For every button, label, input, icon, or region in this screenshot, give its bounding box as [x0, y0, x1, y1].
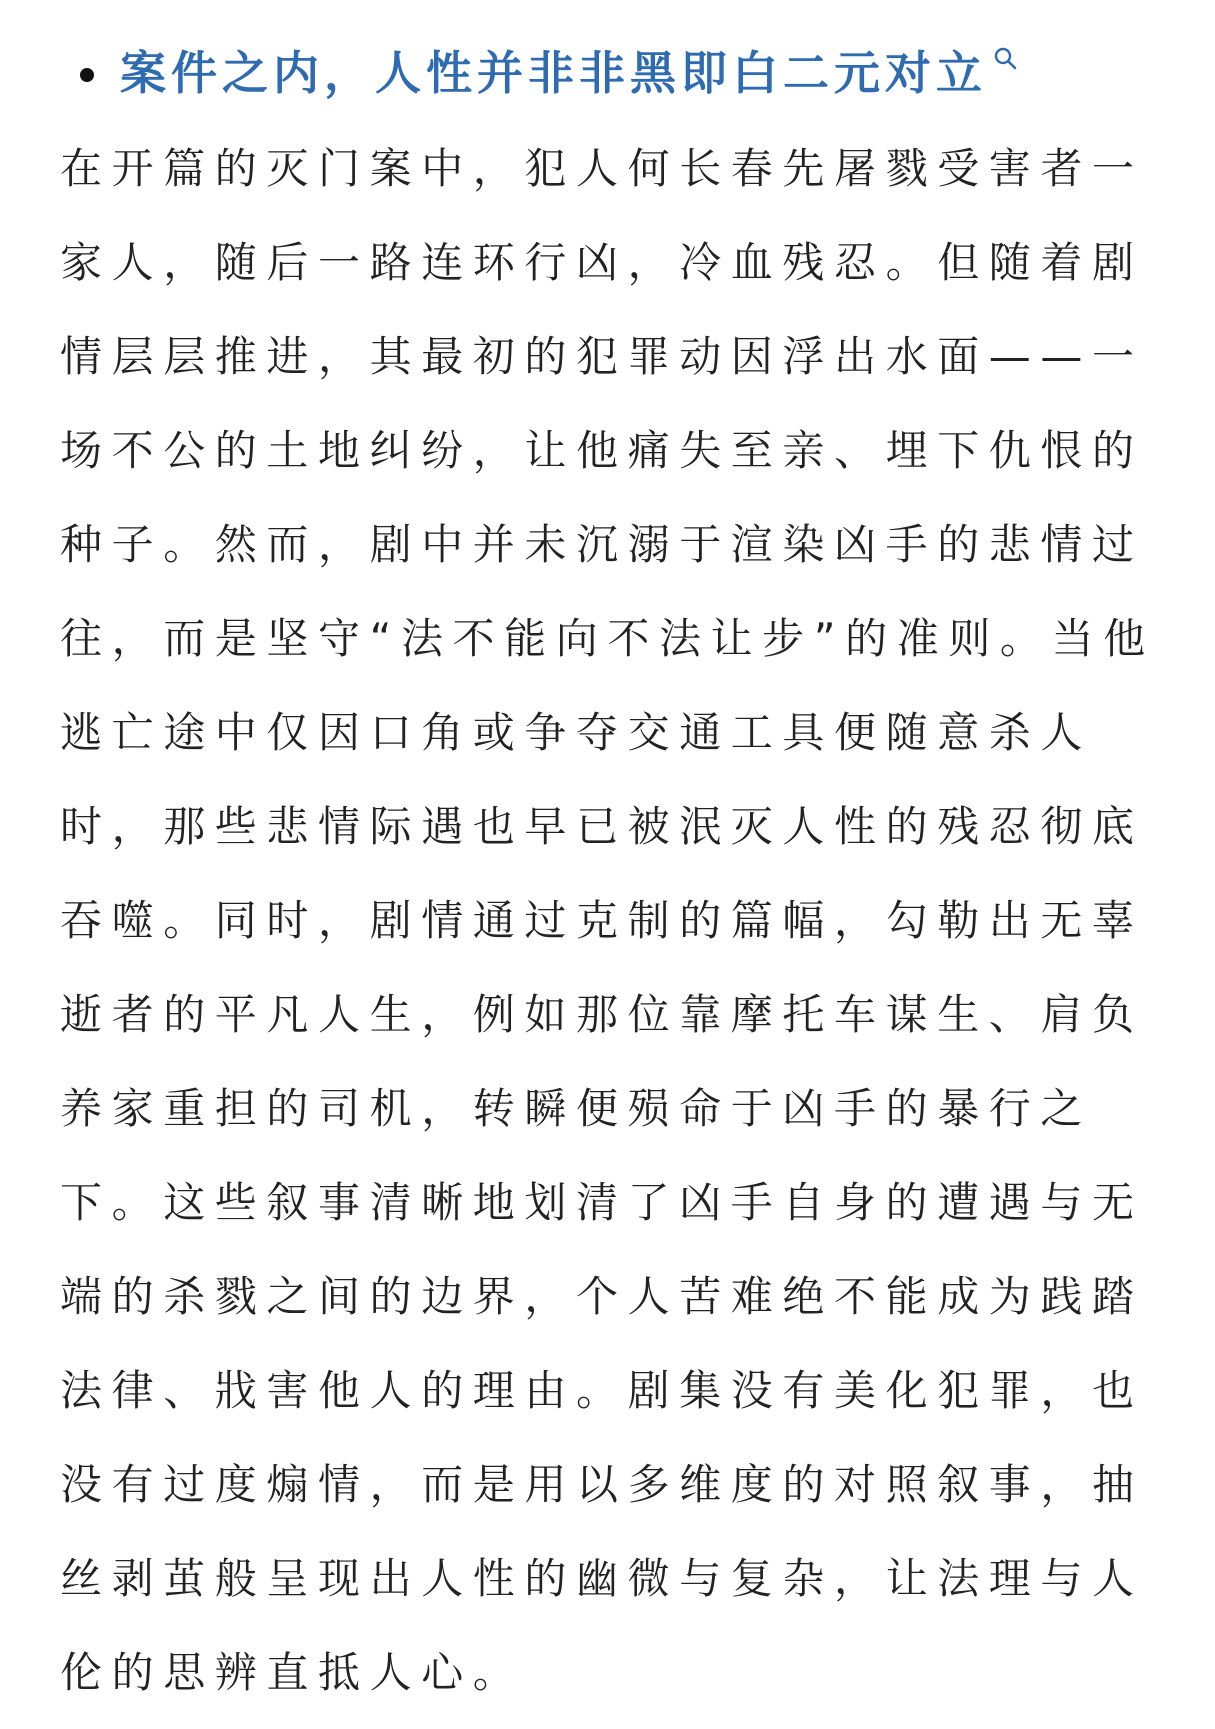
paragraph-line: 下。这些叙事清晰地划清了凶手自身的遭遇与无 [60, 1178, 1144, 1227]
paragraph-line: 时，那些悲情际遇也早已被泯灭人性的残忍彻底 [60, 802, 1144, 851]
paragraph-line: 情层层推进，其最初的犯罪动因浮出水面——一 [60, 332, 1144, 381]
paragraph-line: 逝者的平凡人生，例如那位靠摩托车谋生、肩负 [60, 990, 1144, 1039]
paragraph-line: 种子。然而，剧中并未沉溺于渲染凶手的悲情过 [60, 520, 1144, 569]
section-heading [80, 38, 1019, 108]
heading-text: 案件之内，人性并非非黑即白二元对立 [120, 46, 987, 100]
search-icon[interactable] [993, 46, 1019, 72]
paragraph-line: 逃亡途中仅因口角或争夺交通工具便随意杀人 [60, 708, 1093, 757]
paragraph-line: 丝剥茧般呈现出人性的幽微与复杂，让法理与人 [60, 1554, 1144, 1603]
paragraph-line: 家人，随后一路连环行凶，冷血残忍。但随着剧 [60, 238, 1144, 287]
paragraph-line: 养家重担的司机，转瞬便殒命于凶手的暴行之 [60, 1084, 1093, 1133]
paragraph-line: 往，而是坚守“法不能向不法让步”的准则。当他 [60, 614, 1155, 663]
paragraph-line: 在开篇的灭门案中，犯人何长春先屠戮受害者一 [60, 144, 1144, 193]
paragraph-line: 没有过度煽情，而是用以多维度的对照叙事，抽 [60, 1460, 1144, 1509]
paragraph-line: 端的杀戮之间的边界，个人苦难绝不能成为践踏 [60, 1272, 1144, 1321]
bullet-icon [80, 68, 94, 82]
article-paragraph [60, 122, 1160, 1720]
paragraph-line: 吞噬。同时，剧情通过克制的篇幅，勾勒出无辜 [60, 896, 1144, 945]
paragraph-line: 伦的思辨直抵人心。 [60, 1648, 525, 1697]
paragraph-line: 法律、戕害他人的理由。剧集没有美化犯罪，也 [60, 1366, 1144, 1415]
paragraph-line: 场不公的土地纠纷，让他痛失至亲、埋下仇恨的 [60, 426, 1144, 475]
